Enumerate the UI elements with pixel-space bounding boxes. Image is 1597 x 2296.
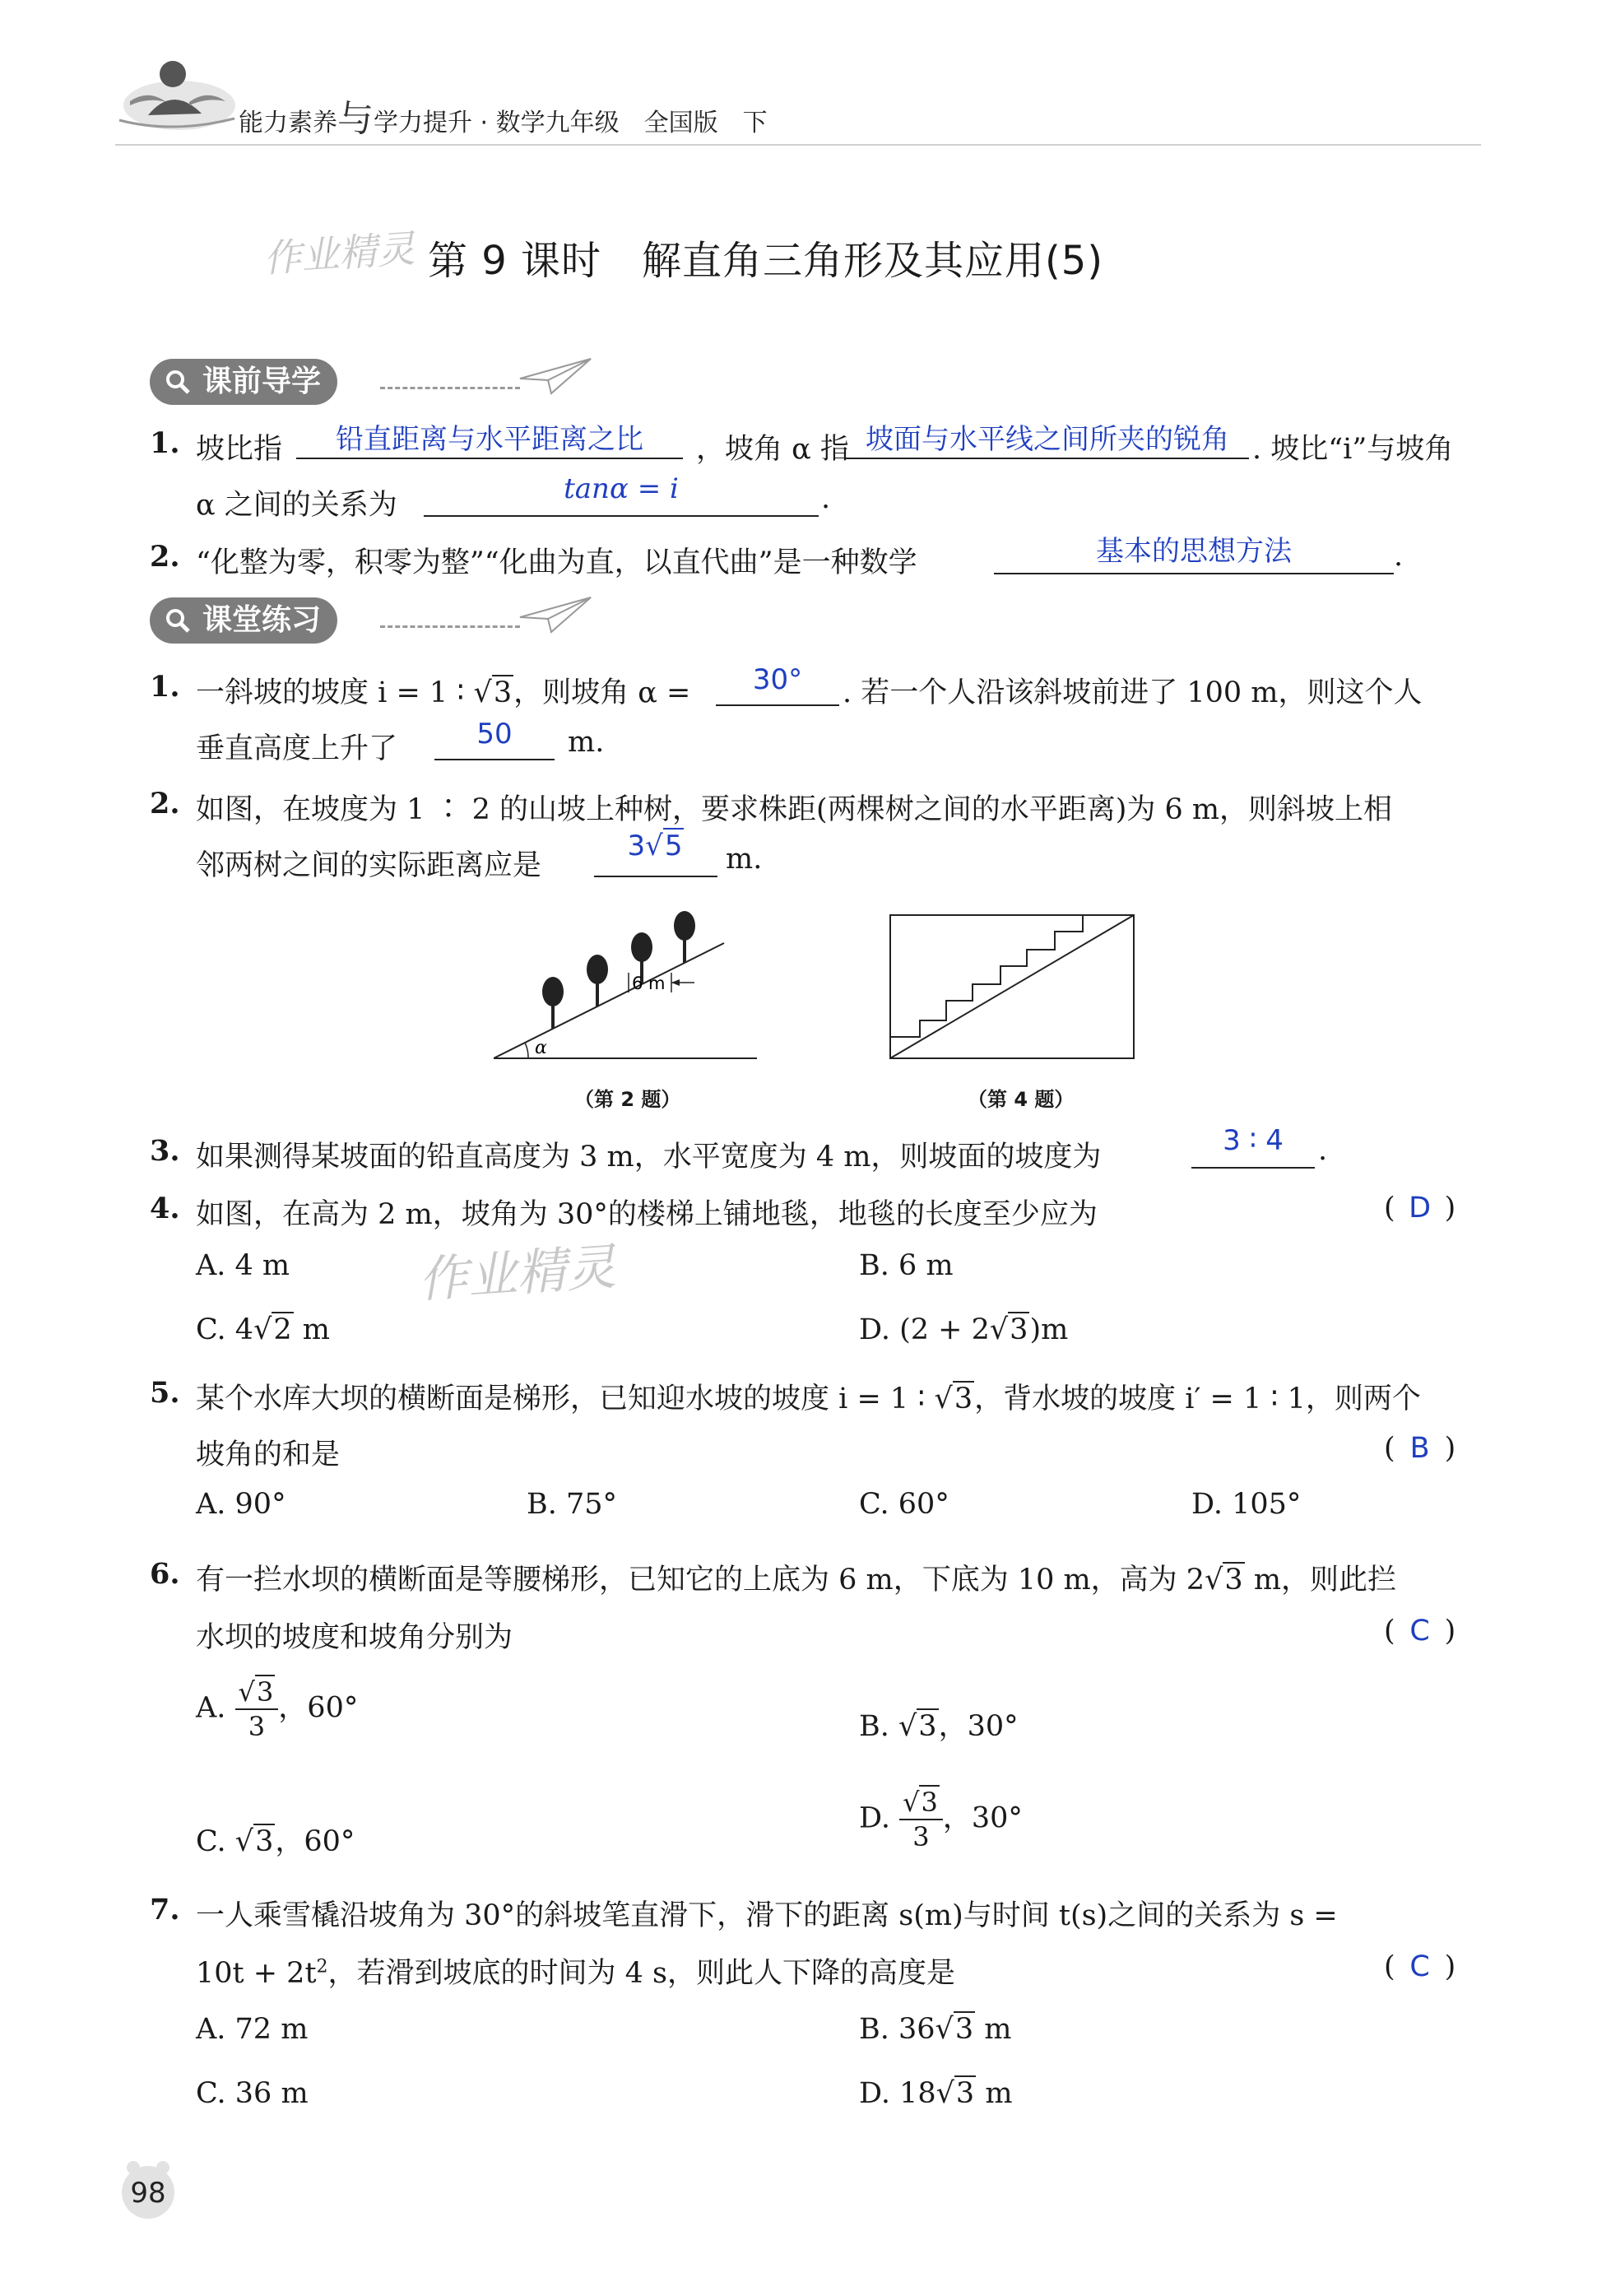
answer-text: 30°: [752, 663, 803, 696]
question-text: [196, 1950, 955, 1992]
figure-4-staircase: [880, 905, 1144, 1062]
option-d: [859, 1786, 1023, 1853]
option-a: A. 72 m: [196, 2013, 309, 2046]
answer-text: 基本的思想方法: [1096, 535, 1292, 568]
watermark-body: 作业精灵: [416, 1238, 618, 1310]
option-d: D. 18√3 m: [859, 2077, 1013, 2110]
question-text: . 坡比“i”与坡角: [1252, 433, 1454, 466]
answer-text: 3 ∶ 4: [1223, 1124, 1284, 1157]
option-a: [196, 1676, 358, 1743]
question-text: m.: [568, 726, 605, 759]
section-preview-label: 课前导学: [202, 365, 322, 398]
question-text: 水坝的坡度和坡角分别为: [196, 1621, 513, 1654]
choice-answer: C: [1409, 1615, 1430, 1648]
choice-answer: C: [1409, 1950, 1430, 1983]
text-run: ，30°: [938, 1710, 1019, 1743]
sqrt-radicand: 3: [1224, 1564, 1243, 1597]
answer-parens: ( C ): [1384, 1615, 1456, 1648]
text-run: B. 36: [859, 2013, 935, 2046]
option-a: A. 90°: [196, 1488, 286, 1521]
text-run: m，则此拦: [1244, 1564, 1397, 1597]
answer-blank: [716, 704, 839, 706]
question-text: ，坡角 α 指: [696, 433, 849, 466]
sqrt-radicand: 3: [954, 2013, 974, 2046]
sqrt-radicand: 3: [1010, 1313, 1028, 1346]
figure-2-caption: （第 2 题）: [574, 1088, 681, 1111]
sqrt-radicand: 3: [954, 1383, 973, 1415]
answer-text: tanα = i: [564, 472, 679, 505]
arrow-head: [671, 979, 680, 986]
running-header: [239, 89, 768, 142]
header-connector: 与: [337, 98, 374, 140]
slope-line: [494, 943, 724, 1058]
text-run: )m: [1029, 1313, 1069, 1346]
option-d: D. 105°: [1191, 1488, 1302, 1521]
magnifier-icon: [165, 369, 191, 395]
answer-text: 3√5: [627, 830, 683, 862]
answer-blank: [296, 458, 683, 459]
text-run: 有一拦水坝的横断面是等腰梯形，已知它的上底为 6 m，下底为 10 m，高为 2: [196, 1564, 1205, 1597]
question-number: 3.: [150, 1134, 180, 1168]
watermark-title: 作业精灵: [262, 225, 416, 281]
text-run: C. 4: [196, 1313, 254, 1346]
question-text: .: [821, 482, 831, 515]
section-preview: [150, 359, 337, 405]
question-text: 某个水库大坝的横断面是梯形，已知迎水坡的坡度 i = 1 ∶ √3，背水坡的坡度 i′ = 1 ∶ 1，则两个: [196, 1383, 1421, 1415]
answer-blank: [434, 759, 555, 760]
option-b: B. 75°: [527, 1488, 618, 1521]
option-b: B. √3，30°: [859, 1710, 1019, 1743]
question-number: 5.: [150, 1376, 180, 1410]
text-run: m: [293, 1313, 330, 1346]
answer-parens: ( C ): [1384, 1950, 1456, 1983]
question-text: 一斜坡的坡度 i = 1 ∶ √3，则坡角 α =: [196, 676, 691, 709]
sqrt-radicand: 3: [493, 676, 513, 709]
question-text: .: [1318, 1134, 1328, 1167]
question-text: 如果测得某坡面的铅直高度为 3 m，水平宽度为 4 m，则坡面的坡度为: [196, 1141, 1102, 1174]
angle-label: α: [535, 1038, 547, 1058]
superscript: 2: [316, 1956, 328, 1978]
question-text: m.: [726, 843, 763, 876]
tree-2: [587, 955, 608, 1006]
text-run: C.: [196, 1825, 235, 1858]
question-text: . 若一个人沿该斜坡前进了 100 m，则这个人: [843, 676, 1423, 709]
question-text: 垂直高度上升了: [196, 732, 398, 765]
fraction: $\frac{√3}{3}$: [235, 1676, 279, 1743]
header-logo: [115, 56, 239, 138]
question-text: 有一拦水坝的横断面是等腰梯形，已知它的上底为 6 m，下底为 10 m，高为 2√3 m，则此拦: [196, 1564, 1397, 1597]
lesson-title: 第 9 课时 解直角三角形及其应用(5): [428, 238, 1104, 284]
figure-2-slope-trees: [494, 897, 765, 1070]
option-c: C. 36 m: [196, 2077, 309, 2110]
magnifier-icon: [165, 607, 191, 634]
fraction-denominator: 3: [248, 1711, 266, 1742]
option-c: C. 60°: [859, 1488, 949, 1521]
header-rule: [115, 144, 1481, 146]
page-number: 98: [130, 2177, 166, 2210]
question-text: 如图，在坡度为 1 ∶ 2 的山坡上种树，要求株距(两棵树之间的水平距离)为 6 m，则斜坡上相: [196, 793, 1393, 826]
option-a: A. 4 m: [196, 1249, 290, 1282]
question-number: 7.: [150, 1893, 180, 1927]
figure-4-caption: （第 4 题）: [968, 1088, 1075, 1111]
text-run: D. 18: [859, 2077, 936, 2110]
question-text: 坡比指: [196, 433, 283, 466]
question-text: .: [1394, 540, 1404, 573]
tree-4: [674, 911, 695, 963]
sqrt-radicand: 2: [273, 1313, 292, 1346]
option-b: B. 6 m: [859, 1249, 954, 1282]
answer-parens: ( D ): [1384, 1192, 1456, 1225]
answer-blank: [594, 876, 717, 877]
text-run: ，则坡角 α =: [513, 676, 691, 709]
text-run: ，30°: [942, 1801, 1023, 1835]
section-dash: [380, 387, 520, 389]
option-c: C. √3，60°: [196, 1825, 355, 1858]
tree-1: [542, 977, 564, 1029]
answer-blank: [846, 458, 1249, 459]
question-text: α 之间的关系为: [196, 489, 397, 522]
text-run: 10t + 2t: [196, 1957, 317, 1990]
question-number: 4.: [150, 1192, 180, 1225]
text-run: m: [976, 2077, 1013, 2110]
angle-arc: [525, 1043, 528, 1058]
question-text: 如图，在高为 2 m，坡角为 30°的楼梯上铺地毯，地毯的长度至少应为: [196, 1198, 1098, 1231]
question-number: 6.: [150, 1557, 180, 1591]
question-number: 1.: [150, 670, 180, 704]
question-number: 2.: [150, 540, 180, 574]
text-run: ，若滑到坡底的时间为 4 s，则此人下降的高度是: [327, 1957, 955, 1990]
answer-coef: 3: [627, 830, 646, 862]
choice-answer: D: [1409, 1192, 1432, 1225]
text-run: ，60°: [275, 1825, 355, 1858]
text-run: ，60°: [278, 1691, 359, 1725]
answer-text: 50: [476, 718, 513, 751]
page-number-badge: [115, 2156, 181, 2222]
sqrt-radicand: 3: [918, 1710, 937, 1743]
question-text: “化整为零，积零为整”“化曲为直，以直代曲”是一种数学: [196, 546, 917, 579]
section-practice-label: 课堂练习: [202, 603, 322, 637]
fraction-denominator: 3: [912, 1821, 930, 1852]
header-part1: 能力素养: [239, 109, 337, 137]
answer-text: 坡面与水平线之间所夹的锐角: [866, 423, 1229, 456]
question-number: 2.: [150, 787, 180, 820]
section-dash: [380, 625, 520, 628]
header-part2: 学力提升 · 数学九年级 全国版 下: [374, 109, 768, 137]
choice-answer: B: [1409, 1432, 1430, 1465]
answer-blank: [994, 573, 1394, 574]
text-run: ，背水坡的坡度 i′ = 1 ∶ 1，则两个: [974, 1383, 1421, 1415]
text-run: D. (2 + 2: [859, 1313, 990, 1346]
sqrt-radicand: 3: [955, 2077, 975, 2110]
text-run: 一斜坡的坡度 i = 1 ∶: [196, 676, 474, 709]
answer-parens: ( B ): [1384, 1432, 1456, 1465]
text-run: A.: [196, 1691, 226, 1725]
question-number: 1.: [150, 426, 180, 460]
paper-plane-icon: [518, 356, 592, 397]
stair-slope: [890, 915, 1134, 1058]
answer-radicand: 5: [664, 830, 683, 862]
question-text: 坡角的和是: [196, 1438, 341, 1471]
text-run: B.: [859, 1710, 898, 1743]
answer-text: 铅直距离与水平距离之比: [336, 423, 643, 456]
section-practice: [150, 597, 337, 644]
fraction-numerator: 3: [921, 1787, 938, 1818]
question-text: 一人乘雪橇沿坡角为 30°的斜坡笔直滑下，滑下的距离 s(m)与时间 t(s)之间的关系为 s =: [196, 1899, 1338, 1932]
sqrt-radicand: 3: [255, 1825, 274, 1858]
option-b: B. 36√3 m: [859, 2013, 1012, 2046]
paper-plane-icon: [518, 594, 592, 635]
answer-blank: [424, 515, 819, 517]
text-run: D.: [859, 1801, 890, 1835]
text-run: m: [975, 2013, 1012, 2046]
fraction: $\frac{√3}{3}$: [899, 1786, 943, 1853]
option-d: D. (2 + 2√3)m: [859, 1313, 1069, 1346]
fraction-numerator: 3: [256, 1676, 274, 1708]
question-text: 邻两树之间的实际距离应是: [196, 849, 542, 882]
dimension-label: 6 m: [632, 974, 666, 993]
answer-blank: [1191, 1167, 1315, 1169]
option-c: C. 4√2 m: [196, 1313, 330, 1346]
text-run: 某个水库大坝的横断面是梯形，已知迎水坡的坡度 i = 1 ∶: [196, 1383, 935, 1415]
